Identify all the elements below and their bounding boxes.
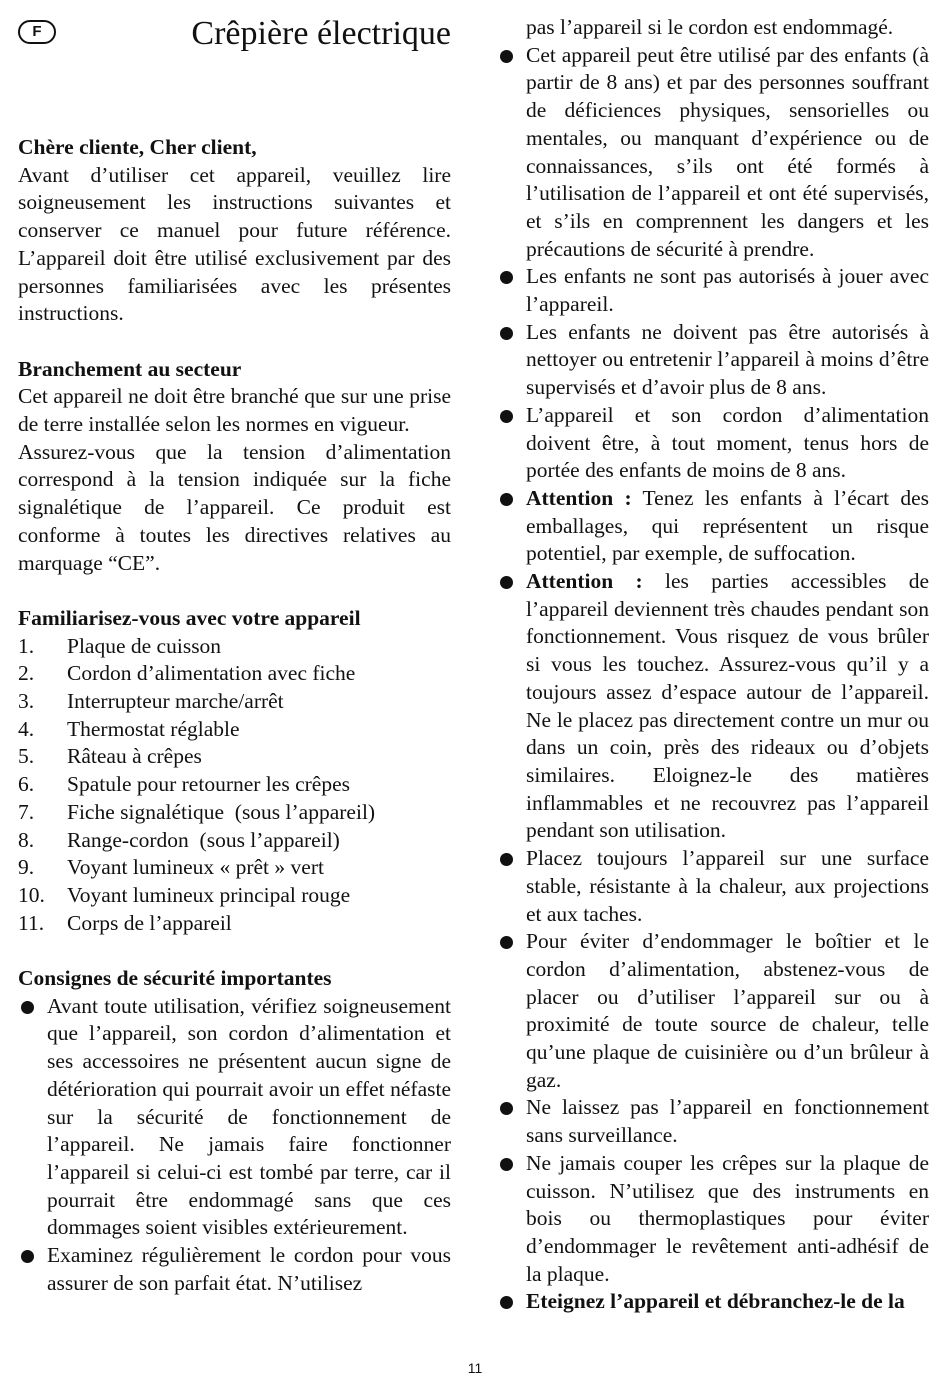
item-label: Voyant lumineux principal rouge bbox=[67, 882, 351, 907]
list-item bbox=[497, 1288, 929, 1316]
item-number: 10. bbox=[18, 882, 45, 907]
item-label: Plaque de cuisson bbox=[67, 633, 222, 658]
list-item bbox=[18, 716, 451, 744]
list-item bbox=[18, 771, 451, 799]
item-text: Examinez régulièrement le cordon pour vous assurer de son parfait état. N’utilisez bbox=[47, 1243, 451, 1295]
left-column bbox=[18, 14, 451, 1297]
item-label: Corps de l’appareil bbox=[67, 910, 232, 935]
list-item bbox=[497, 928, 929, 1094]
list-item bbox=[18, 993, 451, 1242]
item-text: L’appareil et son cordon d’alimentation doivent être, à tout moment, tenus hors de portée des enfants de moins de 8 ans. bbox=[526, 402, 929, 483]
item-label: Range-cordon (sous l’appareil) bbox=[67, 827, 340, 852]
item-label: Cordon d’alimentation avec fiche bbox=[67, 661, 356, 686]
list-item bbox=[497, 845, 929, 928]
item-label: Interrupteur marche/arrêt bbox=[67, 689, 284, 714]
item-number: 9. bbox=[18, 855, 35, 880]
list-item bbox=[18, 882, 451, 910]
bullet-icon bbox=[21, 1001, 34, 1014]
item-text: les parties accessibles de l’appareil deviennent très chaudes pendant son fonctionnement. Vous risquez de vous brûler si vous les touchez. Assurez-vous qu’il y a toujours assez d’espace autour de l’appareil. Ne le placez pas directement contre un mur ou dans un coin, près des rideaux ou d’objets similaires. Eloignez-le des matières inflammables et ne recouvrez pas l’appareil pendant son utilisation. bbox=[526, 569, 929, 843]
bullet-icon bbox=[500, 853, 513, 866]
list-item bbox=[18, 1242, 451, 1297]
item-label: Râteau à crêpes bbox=[67, 744, 202, 769]
list-item bbox=[18, 688, 451, 716]
item-text: Placez toujours l’appareil sur une surface stable, résistante à la chaleur, aux projections et aux taches. bbox=[526, 846, 929, 926]
document-title: Crêpière électrique bbox=[191, 15, 451, 52]
bullet-icon bbox=[500, 271, 513, 284]
list-item bbox=[497, 568, 929, 845]
item-text: Avant toute utilisation, vérifiez soigneusement que l’appareil, son cordon d’alimentation et ses accessoires ne présentent aucun signe de détérioration qui pourrait avoir un effet néfaste sur la sécurité de fonctionnement de l’appareil. Ne jamais faire fonctionner l’appareil si celui-ci est tombé par terre, car il pourrait être endommagé sans que ces dommages soient visibles extérieurement. bbox=[47, 993, 451, 1240]
item-text-bold: Eteignez l’appareil et débranchez-le de la bbox=[526, 1289, 905, 1314]
bullet-icon bbox=[500, 410, 513, 423]
item-number: 5. bbox=[18, 744, 35, 769]
item-text: Cet appareil peut être utilisé par des enfants (à partir de 8 ans) et par des personnes souffrant de déficiences physiques, sensorielles ou mentales, ou manquant d’expérience ou de connaissances, s’ils ont été formés à l’utilisation de l’appareil et ont été supervisés, et s’ils en comprennent les dangers et les précautions de sécurité à prendre. bbox=[526, 42, 929, 261]
bullet-icon bbox=[500, 493, 513, 506]
right-column bbox=[497, 14, 929, 1316]
list-item bbox=[497, 263, 929, 318]
item-label: Spatule pour retourner les crêpes bbox=[67, 772, 350, 797]
safety-list-right bbox=[497, 42, 929, 1316]
list-item bbox=[18, 799, 451, 827]
list-item bbox=[497, 42, 929, 264]
attention-label: Attention : bbox=[526, 569, 643, 594]
list-item bbox=[497, 402, 929, 485]
page-number: 11 bbox=[467, 1360, 483, 1376]
list-item bbox=[18, 827, 451, 855]
page-header bbox=[18, 14, 451, 54]
bullet-icon bbox=[500, 936, 513, 949]
item-label: Voyant lumineux « prêt » vert bbox=[67, 855, 324, 880]
item-number: 4. bbox=[18, 716, 35, 741]
language-badge: F bbox=[18, 20, 56, 44]
bullet-icon bbox=[500, 1102, 513, 1115]
bullet-icon bbox=[500, 1158, 513, 1171]
bullet-icon bbox=[21, 1250, 34, 1263]
list-item bbox=[18, 854, 451, 882]
item-text: Les enfants ne sont pas autorisés à jouer avec l’appareil. bbox=[526, 264, 929, 317]
item-text: Ne jamais couper les crêpes sur la plaque de cuisson. N’utilisez que des instruments en bois ou thermoplastiques pour éviter d’endommager le revêtement anti-adhésif de la plaque. bbox=[526, 1150, 929, 1286]
attention-label: Attention : bbox=[526, 485, 632, 510]
power-text-2: Assurez-vous que la tension d’alimentation correspond à la tension indiquée sur la fiche signalétique de l’appareil. Ce produit est conforme à toutes les directives relatives au marquage “CE”. bbox=[18, 439, 451, 575]
list-item bbox=[497, 1150, 929, 1289]
item-number: 6. bbox=[18, 772, 35, 797]
list-item bbox=[497, 319, 929, 402]
item-text: Pour éviter d’endommager le boîtier et le cordon d’alimentation, abstenez-vous de placer ou d’utiliser l’appareil sur ou à proximité de toute source de chaleur, telle qu’une plaque de cuisinière ou d’un brûleur à gaz. bbox=[526, 929, 929, 1092]
continued-text: pas l’appareil si le cordon est endommagé. bbox=[526, 15, 894, 39]
list-item bbox=[18, 743, 451, 771]
parts-heading: Familiarisez-vous avec votre appareil bbox=[18, 605, 361, 630]
bullet-icon bbox=[500, 50, 513, 63]
intro-text: Avant d’utiliser cet appareil, veuillez lire soigneusement les instructions suivantes et conserver ce manuel pour future référence. L’appareil doit être utilisé exclusivement par des personnes familiarisées avec les présentes instructions. bbox=[18, 162, 451, 326]
item-text: Tenez les enfants à l’écart des emballages, qui représentent un risque potentiel, par exemple, de suffocation. bbox=[526, 485, 929, 566]
item-number: 7. bbox=[18, 799, 35, 824]
bullet-icon bbox=[500, 576, 513, 589]
list-item bbox=[497, 1094, 929, 1149]
parts-list bbox=[18, 633, 451, 938]
list-item bbox=[18, 633, 451, 661]
power-heading: Branchement au secteur bbox=[18, 356, 242, 381]
item-label: Fiche signalétique (sous l’appareil) bbox=[67, 799, 376, 824]
item-text: Les enfants ne doivent pas être autorisés à nettoyer ou entretenir l’appareil à moins d’être supervisés et d’avoir plus de 8 ans. bbox=[526, 319, 929, 400]
intro-heading: Chère cliente, Cher client, bbox=[18, 135, 257, 159]
safety-heading: Consignes de sécurité importantes bbox=[18, 966, 332, 991]
safety-list-left bbox=[18, 993, 451, 1298]
bullet-icon bbox=[500, 1296, 513, 1309]
power-text-1: Cet appareil ne doit être branché que sur une prise de terre installée selon les normes en vigueur. bbox=[18, 384, 451, 437]
list-item bbox=[497, 485, 929, 568]
list-item bbox=[18, 910, 451, 938]
list-item bbox=[18, 660, 451, 688]
item-number: 3. bbox=[18, 689, 35, 714]
item-number: 11. bbox=[18, 910, 45, 935]
item-number: 2. bbox=[18, 661, 35, 686]
item-text: Ne laissez pas l’appareil en fonctionnement sans surveillance. bbox=[526, 1095, 929, 1148]
item-number: 8. bbox=[18, 827, 35, 852]
item-label: Thermostat réglable bbox=[67, 716, 240, 741]
bullet-icon bbox=[500, 327, 513, 340]
item-number: 1. bbox=[18, 633, 35, 658]
